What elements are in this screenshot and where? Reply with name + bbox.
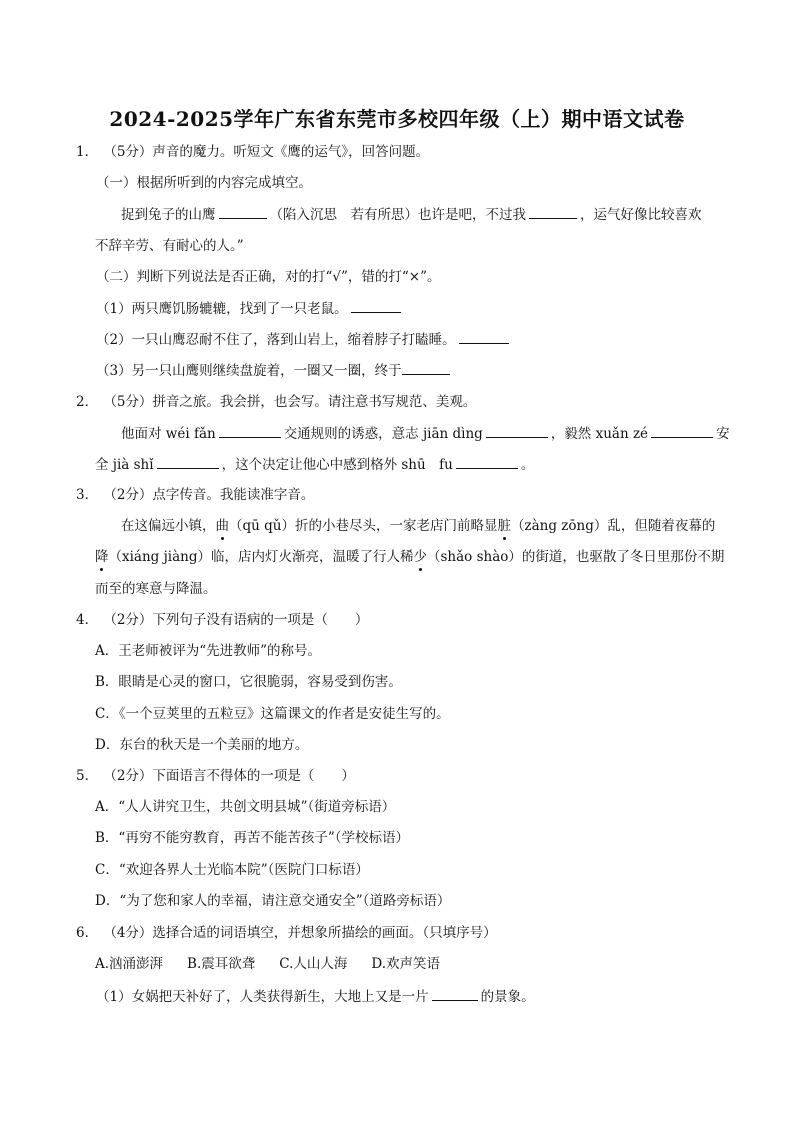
- text-fragment: （zàng zōng）乱，但随着夜幕的: [510, 518, 716, 534]
- text-fragment: 捉到兔子的山鹰: [121, 207, 216, 223]
- text-fragment: ，运气好像比较喜欢: [580, 207, 702, 223]
- text-fragment: ，这个决定让他心中感到格外 shū fu: [221, 457, 453, 473]
- question-number: 6．: [76, 925, 99, 941]
- question-text: （4分）选择合适的词语填空，并想象所描绘的画面。（只填序号）: [110, 925, 497, 941]
- dotted-character: 曲: [215, 518, 229, 534]
- word-choice: D.欢声笑语: [371, 956, 441, 972]
- q3-passage-line-1: [121, 517, 715, 535]
- q1-fill-line-2: 不辞辛劳、有耐心的人。”: [95, 238, 244, 254]
- question-4-stem: [76, 611, 368, 629]
- text-fragment: （陷入沉思 若有所思）也许是吧，不过我: [269, 207, 526, 223]
- exam-title: 2024-2025学年广东省东莞市多校四年级（上）期中语文试卷: [109, 107, 685, 131]
- text-fragment: （xiáng jiàng）临，店内灯火渐亮，温暖了行人稀: [108, 549, 414, 565]
- text-fragment: 在这偏远小镇，: [121, 518, 216, 534]
- question-text: （2分）下列句子没有语病的一项是（ ）: [110, 612, 369, 628]
- q4-option-c[interactable]: C．《一个豆荚里的五粒豆》这篇课文的作者是安徒生写的。: [95, 706, 450, 722]
- text-fragment: （shǎo shào）的街道，也驱散了冬日里那份不期: [427, 549, 725, 565]
- question-text: （5分）拼音之旅。我会拼，也会写。请注意书写规范、美观。: [110, 394, 477, 410]
- q3-passage-line-3: 而至的寒意与降温。: [95, 581, 217, 597]
- text-fragment: （1）两只鹰饥肠辘辘，找到了一只老鼠。: [96, 301, 348, 317]
- q2-pinyin-line-1: [121, 424, 730, 443]
- text-fragment: （3）另一只山鹰则继续盘旋着，一圈又一圈，终于: [96, 363, 402, 379]
- text-fragment: 他面对 wéi fǎn: [121, 426, 216, 442]
- word-choice: B.震耳欲聋: [187, 956, 256, 972]
- dotted-character: 降: [95, 549, 109, 565]
- q2-pinyin-line-2: [95, 455, 534, 474]
- question-number: 3．: [76, 487, 99, 503]
- answer-blank[interactable]: [351, 299, 401, 313]
- question-number: 5．: [76, 768, 99, 784]
- answer-blank[interactable]: [651, 424, 713, 438]
- text-fragment: （1）女娲把天补好了，人类获得新生，大地上又是一片: [96, 989, 429, 1005]
- q5-option-c[interactable]: C．“欢迎各界人士光临本院”（医院门口标语）: [95, 862, 369, 878]
- text-fragment: 交通规则的诱惑，意志 jiān dìng: [283, 426, 483, 442]
- question-number: 4．: [76, 612, 99, 628]
- q4-option-a[interactable]: A．王老师被评为“先进教师”的称号。: [95, 643, 322, 659]
- question-text: （5分）声音的魔力。听短文《鹰的运气》，回答问题。: [110, 144, 430, 160]
- answer-blank[interactable]: [157, 455, 219, 469]
- question-text: （2分）下面语言不得体的一项是（ ）: [110, 768, 355, 784]
- q1-judge-3: [96, 361, 453, 380]
- text-fragment: （qū qǔ）折的小巷尽头，一家老店门前略显: [229, 518, 498, 534]
- q1-part1-heading: （一）根据所听到的内容完成填空。: [96, 175, 312, 191]
- text-fragment: ，毅然 xuǎn zé: [550, 426, 649, 442]
- question-number: 1．: [76, 144, 99, 160]
- q1-judge-1: [96, 299, 404, 318]
- q3-passage-line-2: [95, 548, 724, 566]
- q5-option-d[interactable]: D．“为了您和家人的幸福，请注意交通安全”（道路旁标语）: [95, 893, 451, 909]
- q1-judge-2: [96, 330, 512, 349]
- q6-sentence-1: [96, 987, 535, 1006]
- text-fragment: 。: [520, 457, 535, 473]
- q1-fill-line-1: [121, 205, 702, 224]
- text-fragment: 的景象。: [480, 989, 535, 1005]
- question-5-stem: [76, 767, 355, 785]
- q5-option-b[interactable]: B．“再穷不能穷教育，再苦不能苦孩子”（学校标语）: [95, 830, 409, 846]
- word-choice: A.汹涌澎湃: [95, 956, 164, 972]
- answer-blank[interactable]: [459, 330, 509, 344]
- text-fragment: 安: [716, 426, 730, 442]
- q1-part2-heading: （二）判断下列说法是否正确，对的打“√”，错的打“×”。: [96, 269, 441, 285]
- answer-blank[interactable]: [486, 424, 548, 438]
- question-6-stem: [76, 924, 497, 942]
- dotted-character: 少: [413, 549, 427, 565]
- q5-option-a[interactable]: A．“人人讲究卫生，共创文明县城”（街道旁标语）: [95, 799, 396, 815]
- q4-option-d[interactable]: D．东台的秋天是一个美丽的地方。: [95, 737, 309, 753]
- question-number: 2．: [76, 394, 99, 410]
- question-text: （2分）点字传音。我能读准字音。: [110, 487, 315, 503]
- q4-option-b[interactable]: B．眼睛是心灵的窗口，它很脆弱，容易受到伤害。: [95, 674, 402, 690]
- answer-blank[interactable]: [219, 424, 281, 438]
- text-fragment: 全 jià shǐ: [95, 457, 154, 473]
- word-choice: C.人山人海: [279, 956, 348, 972]
- answer-blank[interactable]: [529, 205, 577, 219]
- text-fragment: （2）一只山鹰忍耐不住了，落到山岩上，缩着脖子打瞌睡。: [96, 332, 456, 348]
- answer-blank[interactable]: [402, 361, 450, 375]
- q6-choice-list: [95, 955, 440, 973]
- answer-blank[interactable]: [432, 987, 478, 1001]
- answer-blank[interactable]: [456, 455, 518, 469]
- question-1-stem: [76, 143, 429, 161]
- dotted-character: 脏: [497, 518, 511, 534]
- question-3-stem: [76, 486, 314, 504]
- question-2-stem: [76, 393, 476, 411]
- answer-blank[interactable]: [219, 205, 267, 219]
